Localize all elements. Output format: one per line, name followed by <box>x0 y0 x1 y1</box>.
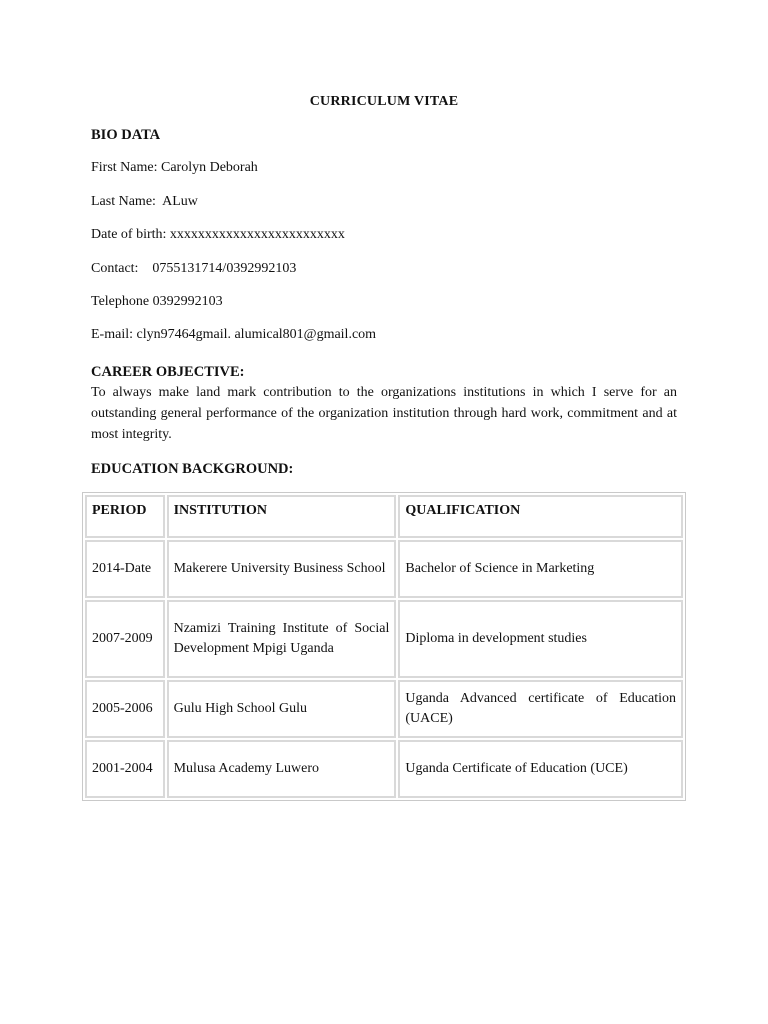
table-row <box>85 740 683 798</box>
table-row <box>85 600 683 678</box>
education-table <box>82 492 686 801</box>
qualification-cell: Uganda Advanced certificate of Education (UACE) <box>398 680 683 738</box>
table-header-row <box>85 495 683 538</box>
institution-cell: Nzamizi Training Institute of Social Development Mpigi Uganda <box>167 600 397 678</box>
qualification-cell: Diploma in development studies <box>398 600 683 678</box>
date-of-birth: Date of birth: xxxxxxxxxxxxxxxxxxxxxxxxx <box>91 227 345 242</box>
column-header-institution: INSTITUTION <box>167 495 397 538</box>
career-objective-heading: CAREER OBJECTIVE: <box>91 364 245 380</box>
last-name: Last Name: ALuw <box>91 194 198 209</box>
period-cell: 2007-2009 <box>85 600 165 678</box>
email: E-mail: clyn97464gmail. alumical801@gmail.com <box>91 327 377 342</box>
education-heading: EDUCATION BACKGROUND: <box>91 461 294 477</box>
column-header-qualification: QUALIFICATION <box>398 495 683 538</box>
table-row <box>85 540 683 598</box>
telephone: Telephone 0392992103 <box>91 294 223 309</box>
table-row <box>85 680 683 738</box>
bio-data-heading: BIO DATA <box>91 127 161 143</box>
period-cell: 2014-Date <box>85 540 165 598</box>
institution-cell: Mulusa Academy Luwero <box>167 740 397 798</box>
qualification-cell: Uganda Certificate of Education (UCE) <box>398 740 683 798</box>
institution-cell: Makerere University Business School <box>167 540 397 598</box>
institution-cell: Gulu High School Gulu <box>167 680 397 738</box>
document-title: CURRICULUM VITAE <box>309 94 459 109</box>
qualification-cell: Bachelor of Science in Marketing <box>398 540 683 598</box>
contact: Contact: 0755131714/0392992103 <box>91 261 297 276</box>
column-header-period: PERIOD <box>85 495 165 538</box>
period-cell: 2001-2004 <box>85 740 165 798</box>
period-cell: 2005-2006 <box>85 680 165 738</box>
first-name: First Name: Carolyn Deborah <box>91 160 258 175</box>
career-objective-text: To always make land mark contribution to the organizations institutions in which I serve for an outstanding general performance of the organization institution through hard work, commitment and at most integrity. <box>91 385 677 442</box>
